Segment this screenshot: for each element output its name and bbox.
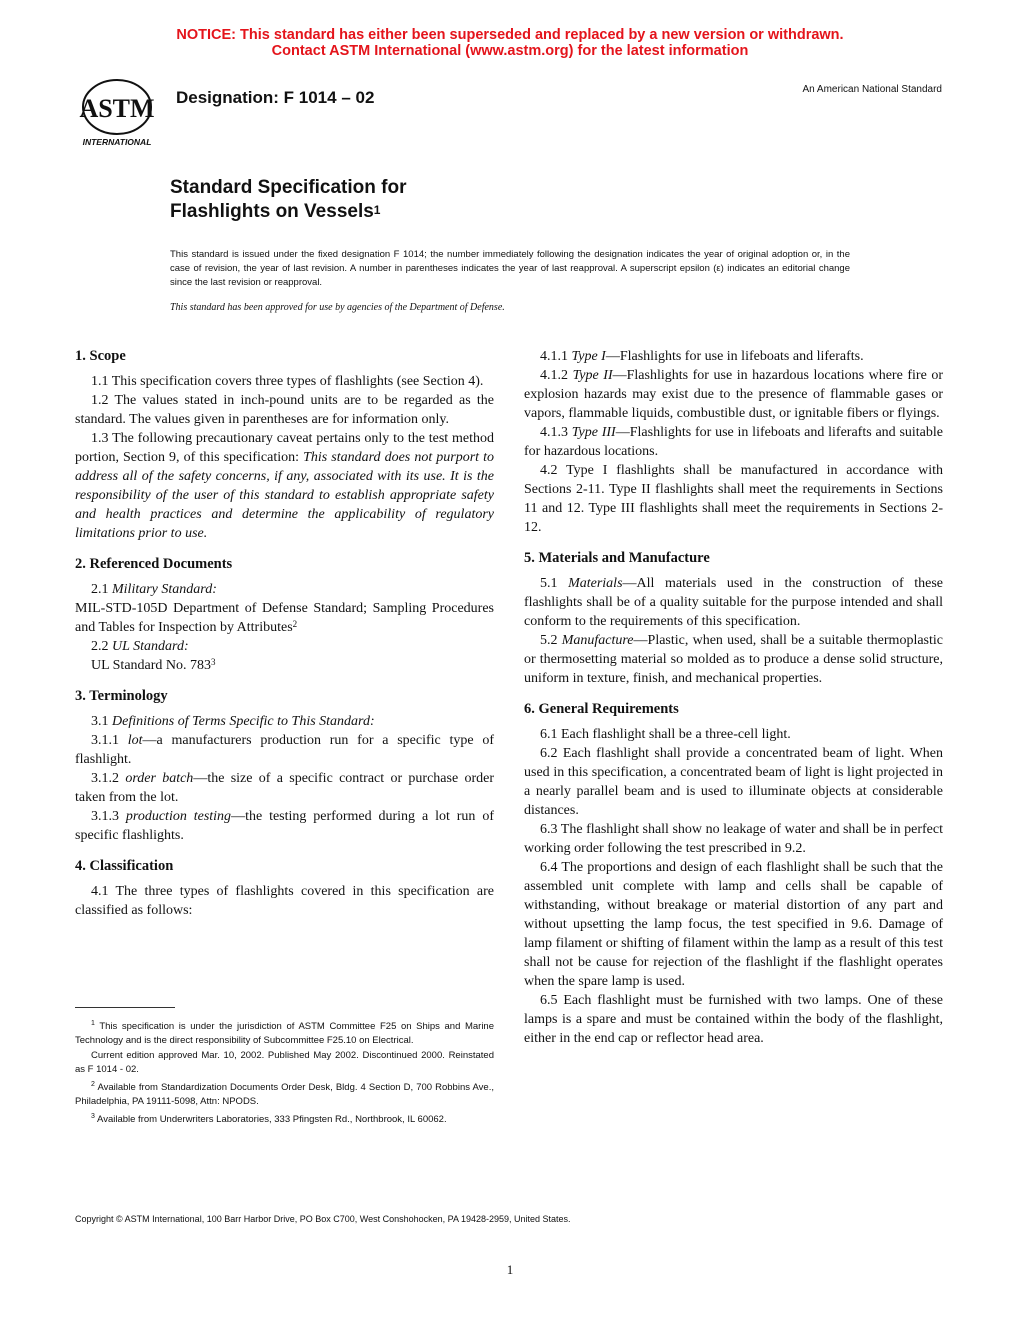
- national-standard-label: An American National Standard: [802, 84, 942, 95]
- footnote: $^1$ This specification is under the jurisdiction of ASTM Committee F25 on Ships and Marine Technology and is the direct responsibility of Subcommittee F25.10 on Electrical.: [75, 1020, 494, 1046]
- paragraph: 5.2 Manufacture—Plastic, when used, shall be a suitable thermoplastic or thermosetting material so molded as to produce a dense solid structure, uniform in texture, finish, and mechanical properties.: [524, 633, 943, 686]
- paragraph: 6.4 The proportions and design of each flashlight shall be such that the assembled unit complete with lamp and cells shall be capable of withstanding, without breakage or material distortion of any part and without upsetting the lamp focus, the test specified in 9.6. Damage of lamp filament or shifting of filament within the lamp as a result of this test shall not be cause for rejection of the flashlight if the flashlight operates when the spare lamp is used.: [524, 860, 943, 989]
- paragraph: 2.1 Military Standard:: [91, 582, 217, 597]
- section-heading: 4. Classification: [75, 858, 174, 874]
- section-heading: 2. Referenced Documents: [75, 556, 233, 572]
- paragraph: UL Standard No. $783^3$: [91, 657, 216, 673]
- paragraph: 4.1 The three types of flashlights covered in this specification are classified as follows:: [75, 884, 494, 918]
- paragraph: 4.2 Type I flashlights shall be manufactured in accordance with Sections 2-11. Type II flashlights shall meet the requirements in Sections 11 and 12. Type III flashlights shall meet the requirements in Sections 2-12.: [524, 463, 943, 535]
- section-heading: 3. Terminology: [75, 688, 168, 704]
- paragraph: 6.3 The flashlight shall show no leakage of water and shall be in perfect working order following the test prescribed in 9.2.: [524, 822, 943, 856]
- notice-line-1: NOTICE: This standard has either been superseded and replaced by a new version or withdrawn.: [176, 27, 844, 43]
- section-heading: 5. Materials and Manufacture: [524, 550, 710, 566]
- issued-note: This standard is issued under the fixed designation F 1014; the number immediately following the designation indicates the year of original adoption or, in the case of revision, the year of last revision. A number in parentheses indicates the year of last reapproval. A superscript epsilon (ε) indicates an editorial change since the last revision or reapproval.: [170, 249, 850, 288]
- footnote-rule: [75, 1007, 175, 1008]
- title-footnote-ref: 1: [373, 203, 381, 217]
- footnote: $^2$ Available from Standardization Documents Order Desk, Bldg. 4 Section D, 700 Robbins Ave., Philadelphia, PA 19111-5098, Attn: NPODS.: [75, 1081, 494, 1107]
- title-line-1: Standard Specification for: [170, 177, 407, 198]
- designation: Designation: F 1014 – 02: [176, 88, 375, 107]
- title-line-2: Flashlights on Vessels: [170, 201, 374, 222]
- logo-caption: INTERNATIONAL: [82, 137, 152, 147]
- footnotes: [75, 1017, 494, 1129]
- left-column: [75, 347, 494, 920]
- approved-note: This standard has been approved for use by agencies of the Department of Defense.: [170, 302, 505, 313]
- paragraph: 4.1.2 Type II—Flashlights for use in hazardous locations where fire or explosion hazards may exist due to the presence of flammable gases or vapors, flammable liquids, combustible dust, or ignitable fibers or flyings.: [524, 368, 944, 421]
- notice-line-2: Contact ASTM International (www.astm.org) for the latest information: [271, 43, 749, 59]
- paragraph: 4.1.1 Type I—Flashlights for use in lifeboats and liferafts.: [540, 349, 864, 364]
- paragraph: 3.1.2 order batch—the size of a specific contract or purchase order taken from the lot.: [75, 771, 495, 805]
- paragraph: MIL-STD-105D Department of Defense Standard; Sampling Procedures and Tables for Inspection by Attributes$^2$: [75, 601, 494, 635]
- paragraph: 1.3 The following precautionary caveat pertains only to the test method portion, Section 9, of this specification: This standard does not purport to address all of the safety concerns, if any, associated with its use. It is the responsibility of the user of this standard to establish appropriate safety and health practices and determine the applicability of regulatory limitations prior to use.: [75, 431, 494, 541]
- paragraph: 1.1 This specification covers three types of flashlights (see Section 4).: [91, 374, 484, 389]
- copyright: Copyright © ASTM International, 100 Barr Harbor Drive, PO Box C700, West Conshohocken, PA 19428-2959, United States.: [75, 1214, 571, 1224]
- paragraph: 3.1 Definitions of Terms Specific to This Standard:: [91, 714, 375, 729]
- paragraph: 3.1.3 production testing—the testing performed during a lot run of specific flashlights.: [75, 809, 494, 843]
- paragraph: 5.1 Materials—All materials used in the construction of these flashlights shall be of a quality suitable for the purpose intended and shall conform to the requirements of this specification.: [524, 576, 943, 629]
- paragraph: 1.2 The values stated in inch-pound units are to be regarded as the standard. The values given in parentheses are for information only.: [75, 393, 494, 427]
- astm-logo: [72, 77, 162, 149]
- paragraph: 4.1.3 Type III—Flashlights for use in lifeboats and liferafts and suitable for hazardous locations.: [524, 425, 944, 459]
- section-heading: 6. General Requirements: [524, 701, 679, 717]
- paragraph: 3.1.1 lot—a manufacturers production run for a specific type of flashlight.: [75, 733, 495, 767]
- section-heading: 1. Scope: [75, 348, 126, 364]
- page-number: 1: [506, 1262, 514, 1277]
- paragraph: 2.2 UL Standard:: [91, 639, 189, 654]
- paragraph: 6.1 Each flashlight shall be a three-cell light.: [540, 727, 791, 742]
- paragraph: 6.5 Each flashlight must be furnished with two lamps. One of these lamps is a spare and must be contained within the body of the flashlight, either in the end cap or reflector head area.: [524, 993, 943, 1046]
- footnote: $^3$ Available from Underwriters Laboratories, 333 Pfingsten Rd., Northbrook, IL 60062.: [91, 1113, 447, 1126]
- paragraph: 6.2 Each flashlight shall provide a concentrated beam of light. When used in this specification, a concentrated beam of light is light projected in a nearly parallel beam and is used to illuminate objects at considerable distances.: [524, 746, 943, 818]
- document-title: [170, 176, 406, 224]
- right-column: [524, 347, 943, 1048]
- footnote: Current edition approved Mar. 10, 2002. Published May 2002. Discontinued 2000. Reinstated as F 1014 - 02.: [75, 1050, 494, 1075]
- withdrawal-notice: [0, 27, 1020, 59]
- logo-letters: ASTM: [79, 94, 155, 123]
